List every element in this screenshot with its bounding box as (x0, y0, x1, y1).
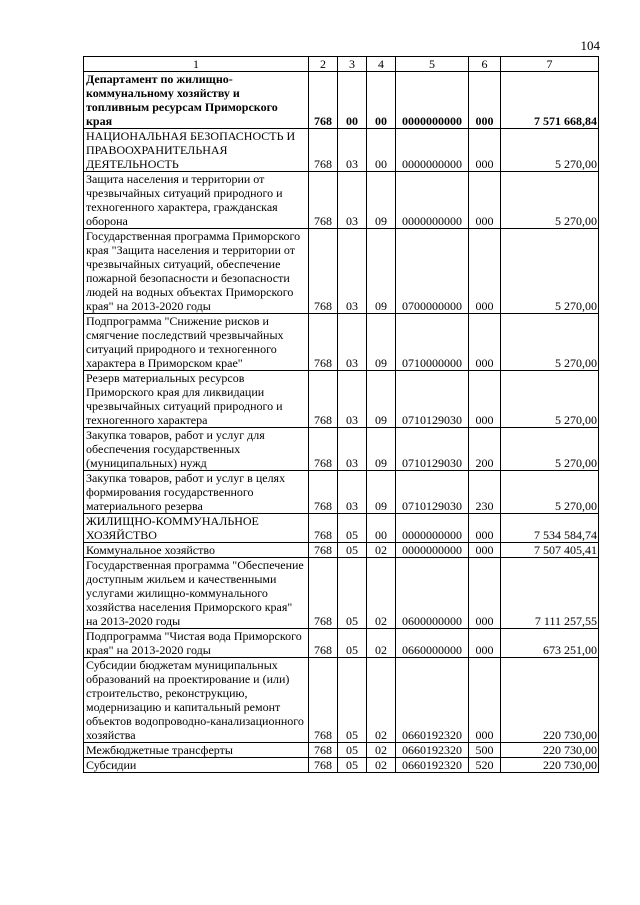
column-header: 4 (367, 57, 396, 72)
code-cell: 02 (367, 758, 396, 773)
table-row (84, 72, 599, 129)
code-cell: 05 (338, 543, 367, 558)
code-cell: 09 (367, 229, 396, 314)
code-cell: 0000000000 (396, 543, 469, 558)
code-cell: 03 (338, 229, 367, 314)
code-cell: 05 (338, 514, 367, 543)
code-cell: 768 (309, 371, 338, 428)
row-name-cell: Государственная программа Приморского края "Защита населения и территории от чрезвычайных ситуаций, обеспечение пожарной безопасности и безопасности людей на водных объектах Приморского края" на 2013-2020 годы (84, 229, 309, 314)
code-cell: 0710000000 (396, 314, 469, 371)
code-cell: 000 (469, 229, 501, 314)
amount-cell: 220 730,00 (501, 758, 599, 773)
code-cell: 0660000000 (396, 629, 469, 658)
code-cell: 000 (469, 172, 501, 229)
code-cell: 000 (469, 658, 501, 743)
budget-table (83, 56, 599, 773)
row-name-cell: Межбюджетные трансферты (84, 743, 309, 758)
code-cell: 0000000000 (396, 129, 469, 172)
code-cell: 03 (338, 314, 367, 371)
amount-cell: 7 571 668,84 (501, 72, 599, 129)
code-cell: 768 (309, 172, 338, 229)
code-cell: 768 (309, 743, 338, 758)
code-cell: 09 (367, 471, 396, 514)
code-cell: 05 (338, 743, 367, 758)
table-row (84, 514, 599, 543)
code-cell: 0660192320 (396, 758, 469, 773)
table-row (84, 543, 599, 558)
amount-cell: 220 730,00 (501, 658, 599, 743)
row-name-cell: Субсидии (84, 758, 309, 773)
amount-cell: 5 270,00 (501, 172, 599, 229)
code-cell: 03 (338, 471, 367, 514)
code-cell: 0000000000 (396, 72, 469, 129)
code-cell: 000 (469, 72, 501, 129)
code-cell: 768 (309, 758, 338, 773)
column-header: 5 (396, 57, 469, 72)
row-name-cell: Подпрограмма "Снижение рисков и смягчение последствий чрезвычайных ситуаций природного и техногенного характера в Приморском крае" (84, 314, 309, 371)
code-cell: 768 (309, 658, 338, 743)
table-row (84, 371, 599, 428)
code-cell: 02 (367, 743, 396, 758)
column-number-row (84, 57, 599, 72)
code-cell: 768 (309, 471, 338, 514)
amount-cell: 7 507 405,41 (501, 543, 599, 558)
row-name-cell: Подпрограмма "Чистая вода Приморского края" на 2013-2020 годы (84, 629, 309, 658)
row-name-cell: Резерв материальных ресурсов Приморского края для ликвидации чрезвычайных ситуаций природного и техногенного характера (84, 371, 309, 428)
code-cell: 0710129030 (396, 371, 469, 428)
code-cell: 00 (367, 129, 396, 172)
row-name-cell: Департамент по жилищно-коммунальному хозяйству и топливным ресурсам Приморского края (84, 72, 309, 129)
column-header: 3 (338, 57, 367, 72)
code-cell: 768 (309, 514, 338, 543)
code-cell: 768 (309, 72, 338, 129)
table-row (84, 129, 599, 172)
table-row (84, 629, 599, 658)
table-row (84, 229, 599, 314)
table-row (84, 758, 599, 773)
column-header: 2 (309, 57, 338, 72)
amount-cell: 5 270,00 (501, 314, 599, 371)
code-cell: 230 (469, 471, 501, 514)
table-row (84, 471, 599, 514)
row-name-cell: Субсидии бюджетам муниципальных образований на проектирование и (или) строительство, реконструкцию, модернизацию и капитальный ремонт объектов водопроводно-канализационного хозяйства (84, 658, 309, 743)
row-name-cell: Защита населения и территории от чрезвычайных ситуаций природного и техногенного характера, гражданская оборона (84, 172, 309, 229)
row-name-cell: НАЦИОНАЛЬНАЯ БЕЗОПАСНОСТЬ И ПРАВООХРАНИТЕЛЬНАЯ ДЕЯТЕЛЬНОСТЬ (84, 129, 309, 172)
amount-cell: 673 251,00 (501, 629, 599, 658)
code-cell: 05 (338, 758, 367, 773)
amount-cell: 7 534 584,74 (501, 514, 599, 543)
code-cell: 09 (367, 428, 396, 471)
code-cell: 02 (367, 658, 396, 743)
table-row (84, 558, 599, 629)
row-name-cell: Закупка товаров, работ и услуг в целях формирования государственного материального резерва (84, 471, 309, 514)
code-cell: 03 (338, 129, 367, 172)
code-cell: 520 (469, 758, 501, 773)
code-cell: 000 (469, 543, 501, 558)
code-cell: 09 (367, 172, 396, 229)
code-cell: 200 (469, 428, 501, 471)
code-cell: 0660192320 (396, 743, 469, 758)
row-name-cell: Закупка товаров, работ и услуг для обеспечения государственных (муниципальных) нужд (84, 428, 309, 471)
column-header: 7 (501, 57, 599, 72)
code-cell: 000 (469, 314, 501, 371)
code-cell: 00 (367, 514, 396, 543)
code-cell: 0600000000 (396, 558, 469, 629)
table-row (84, 658, 599, 743)
page-number: 104 (580, 38, 600, 53)
code-cell: 000 (469, 371, 501, 428)
code-cell: 03 (338, 428, 367, 471)
amount-cell: 5 270,00 (501, 129, 599, 172)
code-cell: 03 (338, 172, 367, 229)
table-row (84, 172, 599, 229)
code-cell: 768 (309, 558, 338, 629)
code-cell: 768 (309, 543, 338, 558)
table-row (84, 314, 599, 371)
code-cell: 09 (367, 314, 396, 371)
column-header: 6 (469, 57, 501, 72)
amount-cell: 5 270,00 (501, 428, 599, 471)
code-cell: 0660192320 (396, 658, 469, 743)
amount-cell: 5 270,00 (501, 471, 599, 514)
row-name-cell: ЖИЛИЩНО-КОММУНАЛЬНОЕ ХОЗЯЙСТВО (84, 514, 309, 543)
code-cell: 000 (469, 129, 501, 172)
amount-cell: 5 270,00 (501, 229, 599, 314)
code-cell: 768 (309, 314, 338, 371)
code-cell: 02 (367, 558, 396, 629)
code-cell: 02 (367, 543, 396, 558)
code-cell: 0710129030 (396, 471, 469, 514)
code-cell: 0000000000 (396, 172, 469, 229)
code-cell: 500 (469, 743, 501, 758)
code-cell: 09 (367, 371, 396, 428)
code-cell: 768 (309, 428, 338, 471)
code-cell: 0710129030 (396, 428, 469, 471)
row-name-cell: Государственная программа "Обеспечение доступным жильем и качественными услугами жилищно-коммунального хозяйства населения Приморского края" на 2013-2020 годы (84, 558, 309, 629)
code-cell: 05 (338, 558, 367, 629)
code-cell: 0000000000 (396, 514, 469, 543)
code-cell: 02 (367, 629, 396, 658)
amount-cell: 220 730,00 (501, 743, 599, 758)
table-body (84, 72, 599, 773)
code-cell: 768 (309, 229, 338, 314)
code-cell: 05 (338, 629, 367, 658)
code-cell: 00 (367, 72, 396, 129)
code-cell: 000 (469, 514, 501, 543)
code-cell: 05 (338, 658, 367, 743)
code-cell: 768 (309, 629, 338, 658)
amount-cell: 7 111 257,55 (501, 558, 599, 629)
code-cell: 768 (309, 129, 338, 172)
code-cell: 0700000000 (396, 229, 469, 314)
code-cell: 03 (338, 371, 367, 428)
code-cell: 00 (338, 72, 367, 129)
amount-cell: 5 270,00 (501, 371, 599, 428)
column-header: 1 (84, 57, 309, 72)
code-cell: 000 (469, 629, 501, 658)
row-name-cell: Коммунальное хозяйство (84, 543, 309, 558)
code-cell: 000 (469, 558, 501, 629)
table-row (84, 428, 599, 471)
table-row (84, 743, 599, 758)
